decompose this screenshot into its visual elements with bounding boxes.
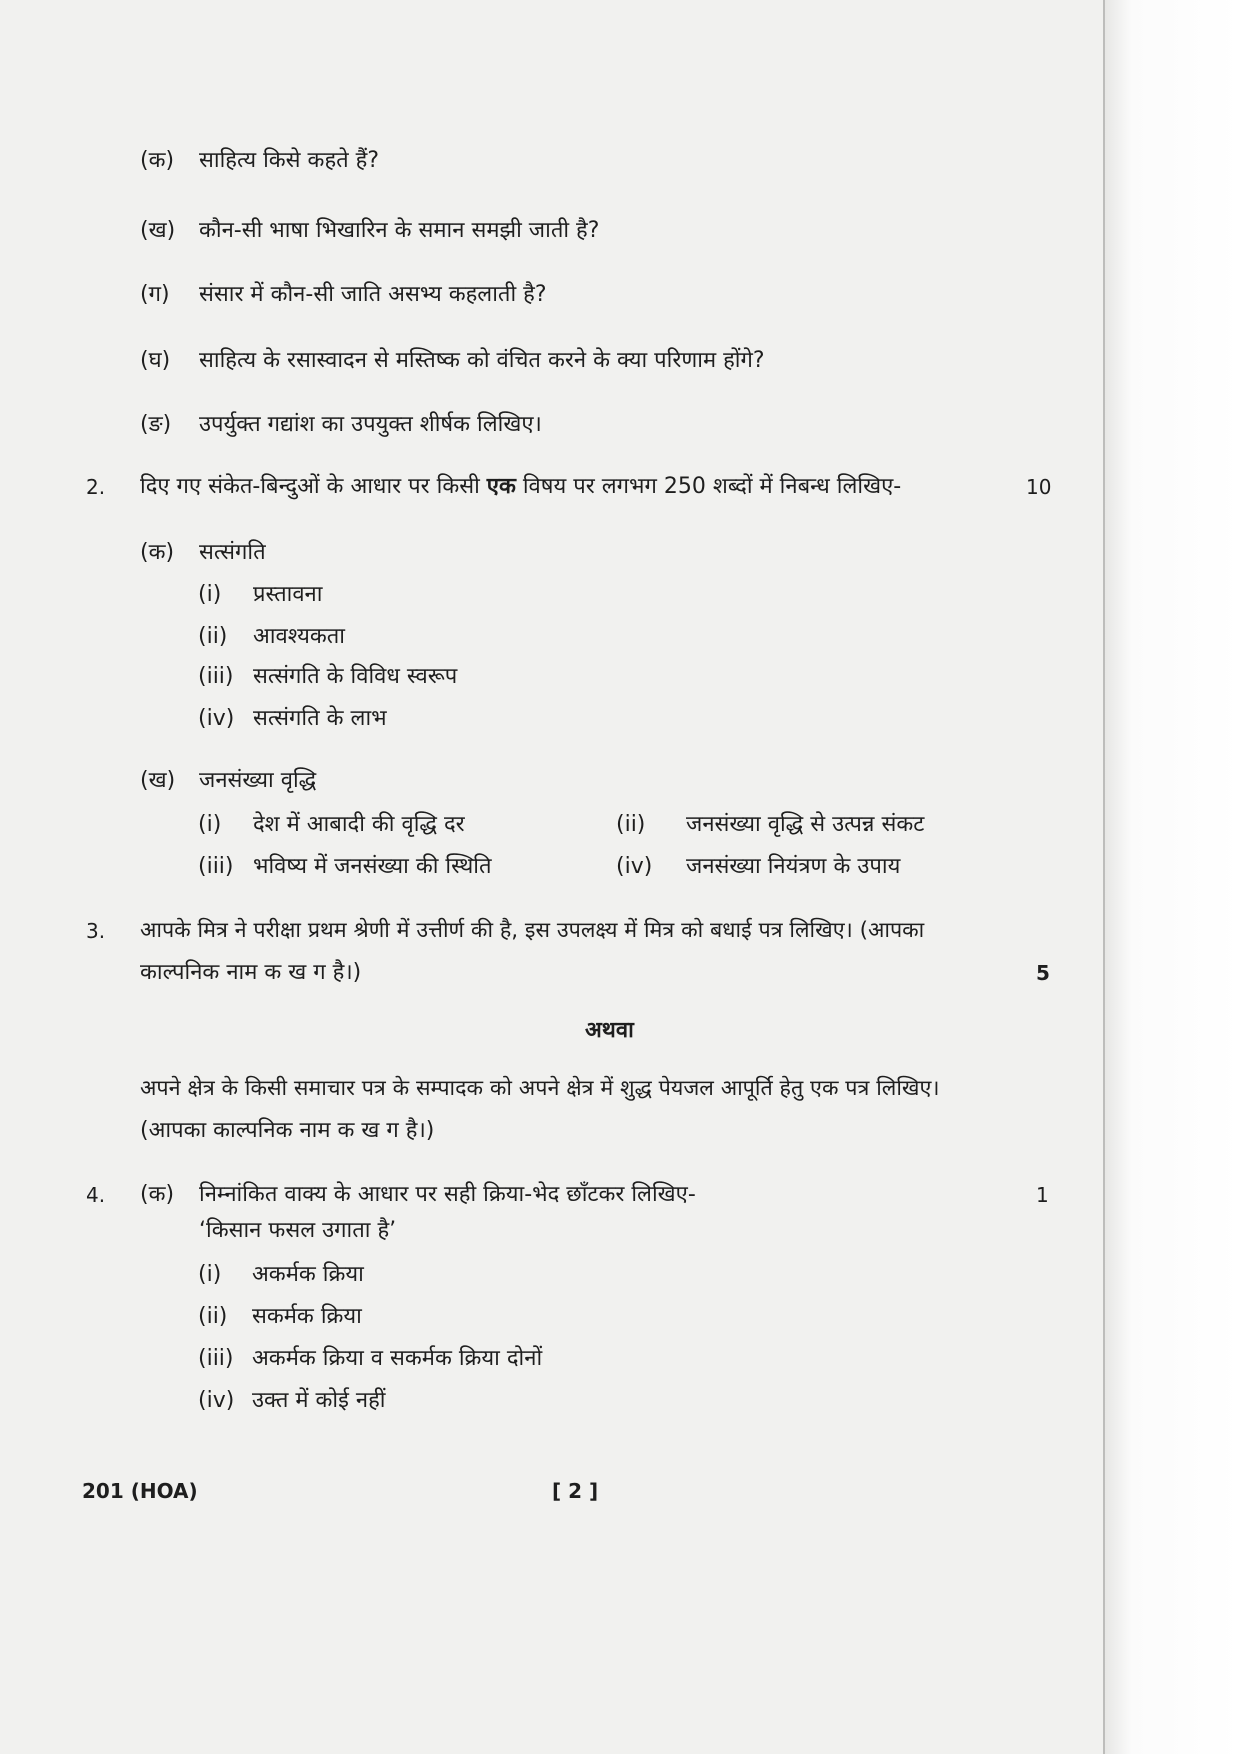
- q4-marks: 1: [1036, 1183, 1049, 1207]
- q1-subpart-text: साहित्य किसे कहते हैं?: [199, 148, 380, 173]
- q2-point-label: (iv): [198, 706, 235, 731]
- q3-alt-line2: (आपका काल्पनिक नाम क ख ग है।): [140, 1118, 435, 1143]
- q4-sentence: ‘किसान फसल उगाता है’: [199, 1218, 397, 1243]
- q2-instruction-before: दिए गए संकेत-बिन्दुओं के आधार पर किसी: [140, 474, 480, 499]
- q2-point-text: भविष्य में जनसंख्या की स्थिति: [253, 854, 492, 879]
- q2-point-text: सत्संगति के विविध स्वरूप: [253, 664, 458, 689]
- q2-point-label: (ii): [616, 812, 646, 837]
- q2-point-text: सत्संगति के लाभ: [253, 706, 387, 731]
- q2-number: 2.: [86, 475, 106, 499]
- q4-option-text: सकर्मक क्रिया: [252, 1304, 362, 1329]
- q1-subpart-label: (ग): [140, 282, 170, 307]
- q4-option-text: अकर्मक क्रिया: [252, 1262, 364, 1287]
- q1-subpart-label: (ङ): [140, 412, 172, 437]
- q2-point-label: (iii): [198, 664, 234, 689]
- q2-topic-label: (क): [140, 540, 175, 565]
- q1-subpart-text: साहित्य के रसास्वादन से मस्तिष्क को वंचित करने के क्या परिणाम होंगे?: [199, 348, 765, 373]
- paper-fold-line: [1103, 0, 1105, 1754]
- q2-point-text: प्रस्तावना: [253, 582, 323, 607]
- q1-subpart-text: संसार में कौन-सी जाति असभ्य कहलाती है?: [199, 282, 547, 307]
- q2-point-label: (i): [198, 582, 222, 607]
- q4-option-label: (i): [198, 1262, 222, 1287]
- q4-text: निम्नांकित वाक्य के आधार पर सही क्रिया-भेद छाँटकर लिखिए-: [199, 1182, 696, 1207]
- q2-topic-title: जनसंख्या वृद्धि: [199, 768, 317, 793]
- paper-edge: [1105, 0, 1240, 1754]
- q2-point-label: (iii): [198, 854, 234, 879]
- q4-number: 4.: [86, 1183, 106, 1207]
- q3-or: अथवा: [585, 1018, 634, 1043]
- q2-point-text: आवश्यकता: [253, 624, 345, 649]
- q1-subpart-text: कौन-सी भाषा भिखारिन के समान समझी जाती है?: [199, 218, 600, 243]
- q1-subpart-text: उपर्युक्त गद्यांश का उपयुक्त शीर्षक लिखिए।: [199, 412, 542, 437]
- footer-page-number: [ 2 ]: [552, 1479, 599, 1503]
- q4-option-label: (iii): [198, 1346, 234, 1371]
- q2-instruction: [140, 472, 901, 502]
- q4-option-text: उक्त में कोई नहीं: [252, 1388, 386, 1413]
- q4-option-label: (iv): [198, 1388, 235, 1413]
- q2-point-label: (iv): [616, 854, 653, 879]
- q2-topic-title: सत्संगति: [199, 540, 266, 565]
- q2-point-text: जनसंख्या नियंत्रण के उपाय: [686, 854, 901, 879]
- q1-subpart-label: (घ): [140, 348, 171, 373]
- q2-topic-label: (ख): [140, 768, 176, 793]
- q2-point-text: देश में आबादी की वृद्धि दर: [253, 812, 465, 837]
- q2-instruction-after: विषय पर लगभग 250 शब्दों में निबन्ध लिखिए-: [522, 474, 902, 499]
- footer-code: 201 (HOA): [82, 1479, 198, 1503]
- q3-alt-line1: अपने क्षेत्र के किसी समाचार पत्र के सम्पादक को अपने क्षेत्र में शुद्ध पेयजल आपूर्ति हेतु एक पत्र लिखिए।: [140, 1076, 940, 1101]
- q2-marks: 10: [1026, 475, 1052, 499]
- q3-line1: आपके मित्र ने परीक्षा प्रथम श्रेणी में उत्तीर्ण की है, इस उपलक्ष्य में मित्र को बधाई पत्र लिखिए। (आपका: [140, 918, 925, 943]
- q2-point-label: (i): [198, 812, 222, 837]
- q3-line2: काल्पनिक नाम क ख ग है।): [140, 960, 362, 985]
- q1-subpart-label: (ख): [140, 218, 176, 243]
- q4-option-label: (ii): [198, 1304, 228, 1329]
- q2-instruction-bold: एक: [486, 474, 516, 499]
- q3-number: 3.: [86, 919, 106, 943]
- q1-subpart-label: (क): [140, 148, 175, 173]
- q2-point-text: जनसंख्या वृद्धि से उत्पन्न संकट: [686, 812, 925, 837]
- q4-option-text: अकर्मक क्रिया व सकर्मक क्रिया दोनों: [252, 1346, 543, 1371]
- q3-marks: 5: [1036, 961, 1050, 985]
- q2-point-label: (ii): [198, 624, 228, 649]
- q4-label: (क): [140, 1182, 175, 1207]
